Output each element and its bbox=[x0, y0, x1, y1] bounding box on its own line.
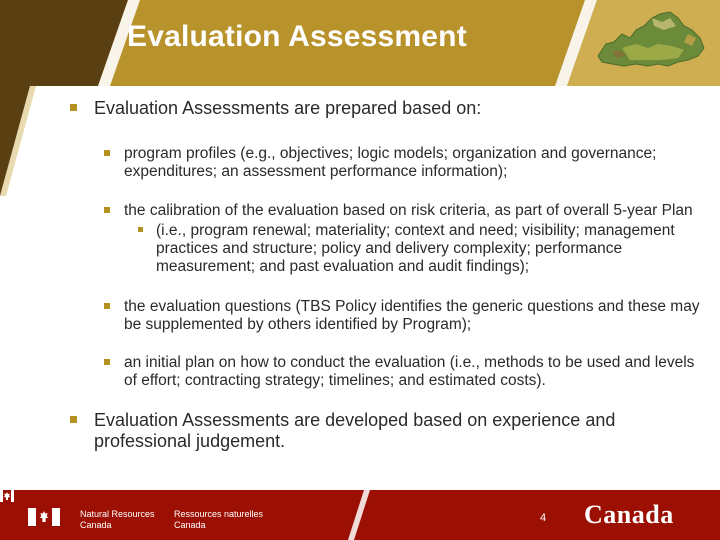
bullet-text: an initial plan on how to conduct the evaluation (i.e., methods to be used and levels of effort; contracting strategy; timelines; and estimated costs). bbox=[124, 354, 695, 389]
dept-name-fr-line2: Canada bbox=[174, 520, 206, 530]
bullet-marker bbox=[104, 150, 110, 156]
bullet-marker bbox=[70, 104, 77, 111]
bullet-marker bbox=[104, 359, 110, 365]
maple-leaf-flag-icon bbox=[28, 508, 60, 526]
dept-name-en bbox=[80, 509, 155, 531]
bullet-list bbox=[70, 98, 710, 452]
bullet-item bbox=[70, 222, 710, 276]
bullet-marker bbox=[104, 303, 110, 309]
bullet-item bbox=[70, 202, 710, 220]
bullet-text: program profiles (e.g., objectives; logic models; organization and governance; expenditures; an assessment performance information); bbox=[124, 145, 657, 180]
dept-name-en-line2: Canada bbox=[80, 520, 112, 530]
dept-name-fr-line1: Ressources naturelles bbox=[174, 509, 264, 519]
page-title: Evaluation Assessment bbox=[127, 20, 467, 53]
bullet-text: Evaluation Assessments are developed based on experience and professional judgement. bbox=[94, 410, 616, 451]
bullet-text: the evaluation questions (TBS Policy identifies the generic questions and these may be supplemented by others identified by Program); bbox=[124, 298, 700, 333]
bullet-item bbox=[70, 145, 710, 181]
bullet-text: the calibration of the evaluation based on risk criteria, as part of overall 5-year Plan bbox=[124, 202, 693, 219]
bullet-marker bbox=[104, 207, 110, 213]
side-panel bbox=[0, 86, 62, 490]
bullet-item bbox=[70, 298, 710, 334]
bullet-text: Evaluation Assessments are prepared based on: bbox=[94, 98, 482, 118]
dept-name-fr bbox=[174, 509, 263, 531]
footer-bar bbox=[0, 490, 720, 540]
page-number: 4 bbox=[540, 512, 547, 524]
bullet-item bbox=[70, 410, 710, 452]
bullet-item bbox=[70, 98, 710, 119]
canada-wordmark: Canada bbox=[584, 500, 674, 529]
bullet-item bbox=[70, 354, 710, 390]
bullet-marker bbox=[138, 227, 143, 232]
canada-map-icon bbox=[592, 4, 712, 84]
bullet-marker bbox=[70, 416, 77, 423]
bullet-text: (i.e., program renewal; materiality; context and need; visibility; management practices and structure; policy and delivery complexity; performance measurement; and past evaluation and audit findings); bbox=[156, 222, 675, 275]
canada-flag-icon bbox=[0, 490, 14, 502]
dept-name-en-line1: Natural Resources bbox=[80, 509, 155, 519]
